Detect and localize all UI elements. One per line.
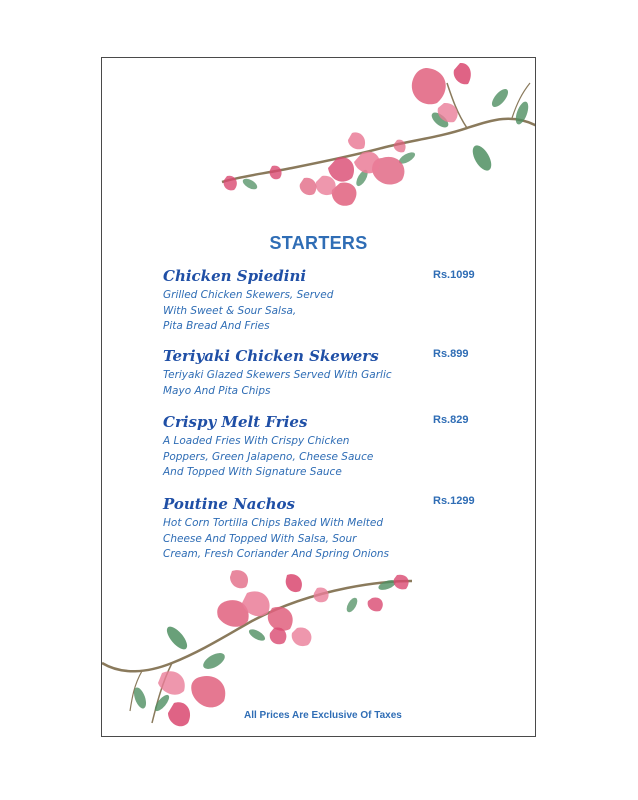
description-line: Cream, Fresh Coriander And Spring Onions [163, 548, 390, 560]
menu-item-description [163, 288, 393, 335]
menu-item-description [163, 368, 393, 399]
menu-item-description [163, 516, 393, 563]
menu-card [101, 57, 536, 737]
menu-item-name: Poutine Nachos [163, 495, 296, 513]
description-line: Pita Bread And Fries [163, 320, 270, 332]
menu-item-chicken-spiedini [163, 266, 393, 335]
floral-branch-top-illustration [212, 58, 536, 218]
menu-item-description [163, 434, 393, 481]
menu-item-crispy-melt-fries [163, 412, 393, 481]
description-line: Teriyaki Glazed Skewers Served With Garlic [163, 369, 392, 381]
description-line: Poppers, Green Jalapeno, Cheese Sauce [163, 450, 374, 463]
menu-item-name: Crispy Melt Fries [163, 413, 308, 431]
description-line: Grilled Chicken Skewers, Served [163, 289, 334, 301]
description-line: With Sweet & Sour Salsa, [163, 304, 297, 317]
menu-item-price: Rs.1299 [433, 495, 475, 507]
description-line: A Loaded Fries With Crispy Chicken [163, 435, 350, 447]
menu-item-name: Teriyaki Chicken Skewers [163, 347, 379, 365]
menu-item-poutine-nachos [163, 494, 393, 563]
menu-item-name: Chicken Spiedini [163, 267, 307, 285]
menu-item-price: Rs.829 [433, 414, 469, 426]
menu-item-price: Rs.1099 [433, 269, 475, 281]
description-line: And Topped With Signature Sauce [163, 466, 342, 478]
description-line: Mayo And Pita Chips [163, 384, 271, 397]
menu-item-price: Rs.899 [433, 348, 469, 360]
menu-item-teriyaki-chicken-skewers [163, 346, 393, 399]
description-line: Cheese And Topped With Salsa, Sour [163, 532, 357, 545]
description-line: Hot Corn Tortilla Chips Baked With Melted [163, 517, 383, 529]
section-title: STARTERS [269, 233, 368, 253]
taxes-note: All Prices Are Exclusive Of Taxes [244, 710, 402, 721]
